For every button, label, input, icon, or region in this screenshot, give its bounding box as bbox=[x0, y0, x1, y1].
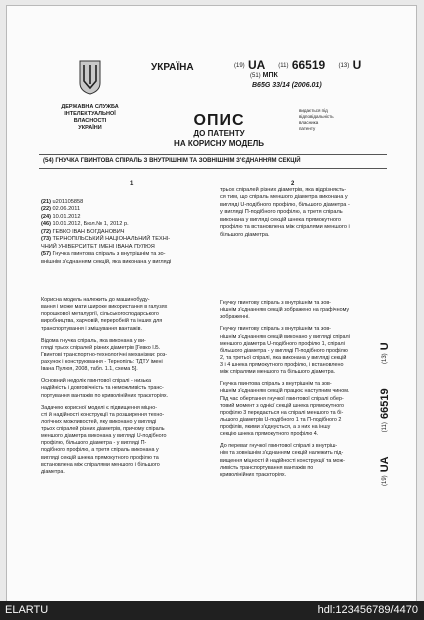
description-line: меншого діаметра виконана у вигляді U-подібного bbox=[41, 433, 167, 440]
patent-number: 66519 bbox=[291, 58, 326, 72]
description-line: профілів, якими з'єднується, а з них на іншу bbox=[220, 424, 331, 430]
bibliographic-data bbox=[41, 199, 211, 266]
description-line: вигляді секцій шнека прямокутного профілю та bbox=[41, 454, 159, 461]
description-column-left bbox=[41, 297, 211, 476]
biblio-row: (21) u201105858 bbox=[41, 199, 84, 205]
ipc-label: МПК bbox=[262, 72, 278, 79]
subtitle-line: ДО ПАТЕНТУ bbox=[193, 129, 245, 138]
footer-bar bbox=[0, 601, 424, 620]
claim-line: профілю та встановлена між спіралями меншого і bbox=[220, 224, 350, 231]
claim-start: (57) Гнучка гвинтова спіраль з внутрішнім та зо- bbox=[41, 251, 166, 258]
description-column-right bbox=[220, 300, 390, 479]
owner-responsibility-note bbox=[299, 108, 363, 131]
patent-page bbox=[6, 5, 417, 603]
description-line: транспортування і змішування вантажів. bbox=[41, 325, 142, 332]
ipc-code: B65G 33/14 (2006.01) bbox=[252, 82, 322, 89]
subtitle-line: НА КОРИСНУ МОДЕЛЬ bbox=[174, 138, 264, 148]
agency-line: ВЛАСНОСТІ bbox=[73, 117, 107, 124]
description-line: Основний недолік гвинтової спіралі - низька bbox=[41, 378, 152, 385]
description-line: між спіралями меншого та більшого діаметра. bbox=[220, 369, 336, 376]
description-line: більшого діаметра - у вигляді П-подібного профілю bbox=[220, 347, 348, 354]
biblio-row-continued: ЧНИЙ УНІВЕРСИТЕТ ІМЕНІ ІВАНА ПУЛЮЯ bbox=[41, 243, 155, 250]
description-line: меншого діаметра U-подібного профілю 1, спіралі bbox=[220, 340, 345, 347]
claim-start-line: внішнім з'єднанням секцій, яка виконана у вигляді bbox=[41, 258, 172, 265]
biblio-row: (24) 10.01.2012 bbox=[41, 213, 81, 220]
description-line: вання і може мати широке використання в галузях bbox=[41, 304, 168, 311]
description-line: Корисна модель належить до машинобуду- bbox=[41, 297, 150, 303]
column-number-1: 1 bbox=[130, 181, 134, 187]
description-line: льшого діаметрів U-подібного 1 та П-подібного 2 bbox=[220, 416, 342, 423]
country-code: UA bbox=[248, 58, 265, 72]
description-line: Під час обертання гнучкої гвинтової спіралі обер- bbox=[220, 395, 344, 402]
footer-source: ELARTU bbox=[5, 604, 49, 616]
claim-line: трьох спіралей різних діаметрів, яка відрізняєть- bbox=[220, 187, 347, 193]
note-line: власника bbox=[299, 119, 319, 125]
code-51: (51) bbox=[250, 73, 261, 79]
description-line: нішнім з'єднанням секцій виконано у вигляді спіралі bbox=[220, 333, 350, 340]
description-line: гляді трьох спіралей різних діаметрів [Гевко І.Б. bbox=[41, 344, 161, 351]
agency-line: ІНТЕЛЕКТУАЛЬНОЇ bbox=[64, 110, 116, 117]
description-line: нім та зовнішнім з'єднанням секцій належить під- bbox=[220, 450, 344, 457]
description-line: порошкової металургії, сільськогосподарського bbox=[41, 311, 159, 318]
biblio-row: (72) ГЕВКО ІВАН БОГДАНОВИЧ bbox=[41, 228, 125, 235]
description-line: Відома гнучка спіраль, яка виконана у ви- bbox=[41, 337, 146, 344]
note-line: патенту bbox=[299, 125, 316, 131]
agency-line: УКРАЇНИ bbox=[78, 124, 102, 131]
claim-continuation bbox=[220, 187, 390, 239]
code-19: (19) bbox=[234, 62, 245, 69]
biblio-row: (46) 10.01.2012, Бюл.№ 1, 2012 р. bbox=[41, 221, 129, 228]
claim-line: виконана у вигляді секцій шнека прямокутного bbox=[220, 216, 341, 223]
description-line: секцію шнека прямокутного профілю 4. bbox=[220, 431, 319, 438]
description-line: профілю 3 передається на спіралі меншого та бі- bbox=[220, 409, 344, 416]
description-line: встановлена між спіралями меншого і більшого bbox=[41, 461, 160, 468]
trident-emblem-icon bbox=[78, 59, 102, 95]
agency-line: ДЕРЖАВНА СЛУЖБА bbox=[61, 104, 119, 110]
note-line: видається під bbox=[299, 108, 328, 113]
description-line: криволінійних траєкторіях. bbox=[220, 471, 287, 478]
claim-line: вигляді U-подібного профілю, більшого діаметра - bbox=[220, 201, 350, 208]
kind-code: U bbox=[352, 58, 362, 72]
code-13: (13) bbox=[338, 62, 350, 69]
biblio-row: (22) 02.06.2011 bbox=[41, 206, 81, 213]
description-line: портування вантажів по криволінійних траєкторіях. bbox=[41, 392, 169, 399]
description-line: нішнім з'єднанням секцій працює наступним чином. bbox=[220, 388, 350, 395]
claim-line: ся тим, що спіраль меншого діаметра виконана у bbox=[220, 194, 348, 201]
description-line: Гнучка гвинтова спіраль з внутрішнім та зов- bbox=[220, 381, 332, 388]
country-name: УКРАЇНА bbox=[151, 62, 194, 73]
claim-line: у вигляді П-подібного профілю, а третя спіраль bbox=[220, 209, 343, 216]
description-line: товий момент з однієї секцій шнека прямокутного bbox=[220, 402, 345, 409]
description-line: трьох спіралей різних діаметрів, причому спіраль bbox=[41, 426, 165, 432]
description-line: До переваг гнучкої гвинтової спіралі з внутріш- bbox=[220, 443, 338, 450]
description-line: зображенні. bbox=[220, 314, 250, 321]
description-line: Гвинтові транспортно-технологічні механізми: роз- bbox=[41, 351, 168, 358]
description-line: рахунок і конструювання - Тернопіль: ТДТУ імені bbox=[41, 359, 163, 365]
description-line: нішнім з'єднанням секцій зображено на графічному bbox=[220, 307, 350, 314]
ipc-row bbox=[250, 72, 278, 79]
description-line: ливість транспортування вантажів по bbox=[220, 464, 314, 471]
vertical-patent-number: (19) UA (11) 66519 (13) U bbox=[379, 342, 391, 486]
description-line: Задачею корисної моделі є підвищення міцно- bbox=[41, 404, 157, 411]
agency-name bbox=[47, 104, 133, 132]
description-line: сті й надійності конструкції та розширення техно- bbox=[41, 411, 165, 418]
biblio-row: (73) ТЕРНОПІЛЬСЬКИЙ НАЦІОНАЛЬНИЙ ТЕХНІ- bbox=[41, 236, 171, 243]
description-line: 3 і 4 шнека прямокутного профілю, і встановлено bbox=[220, 362, 344, 368]
description-line: Гнучку гвинтову спіраль з внутрішнім та зов- bbox=[220, 300, 331, 306]
divider-top bbox=[39, 154, 387, 155]
description-line: логічних можливостей, яку виконано у вигляді bbox=[41, 418, 157, 425]
claim-line: більшого діаметра. bbox=[220, 231, 270, 238]
description-line: Гнучку гвинтову спіраль з внутрішнім та зов- bbox=[220, 326, 331, 333]
column-number-2: 2 bbox=[291, 181, 295, 187]
description-line: Івана Пулюя, 2008, табл. 1.1, схема 5]. bbox=[41, 366, 138, 373]
description-line: 2, та третьої спіралі, яка виконана у вигляді секцій bbox=[220, 354, 347, 361]
footer-handle: hdl:123456789/4470 bbox=[317, 604, 418, 616]
document-title: ОПИС bbox=[193, 112, 245, 129]
description-line: виробництва, харчовій, переробній та інших для bbox=[41, 318, 163, 325]
description-line: діаметра. bbox=[41, 468, 65, 475]
patent-number-row bbox=[234, 58, 414, 72]
description-line: подібного профілю, а третя спіраль виконана у bbox=[41, 447, 159, 454]
description-line: профілю, більшого діаметра - у вигляді П- bbox=[41, 440, 147, 447]
document-subtitle bbox=[157, 129, 281, 148]
note-line: відповідальність bbox=[299, 113, 334, 119]
divider-bottom bbox=[39, 168, 387, 169]
description-line: вищення міцності й надійності конструкції та мож- bbox=[220, 457, 345, 464]
code-11: (11) bbox=[278, 62, 289, 69]
invention-title: (54) ГНУЧКА ГВИНТОВА СПІРАЛЬ З ВНУТРІШНІМ ТА ЗОВНІШНІМ З'ЄДНАННЯМ СЕКЦІЙ bbox=[43, 158, 301, 164]
description-line: надійність і довговічність та неможливість транс- bbox=[41, 385, 164, 392]
